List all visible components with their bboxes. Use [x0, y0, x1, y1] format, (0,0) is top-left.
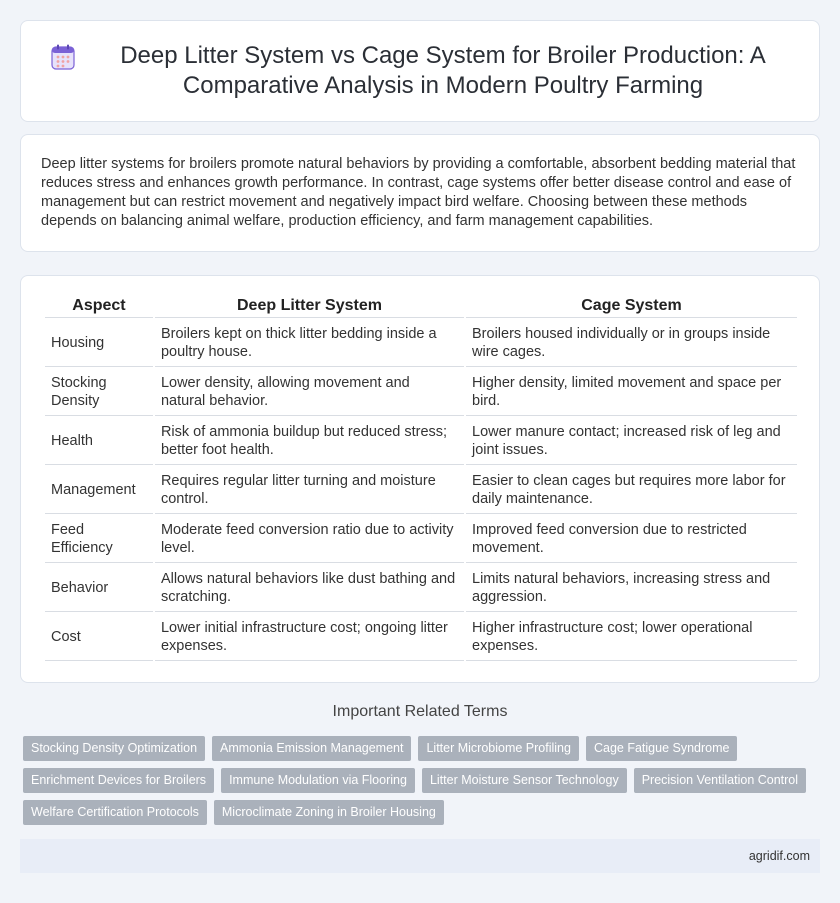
- table-row: [45, 320, 797, 367]
- related-term-tag[interactable]: Stocking Density Optimization: [23, 736, 205, 761]
- cell-deep-litter: Lower initial infrastructure cost; ongoing litter expenses.: [155, 614, 464, 661]
- footer: [20, 839, 820, 873]
- related-term-tag[interactable]: Precision Ventilation Control: [634, 768, 806, 793]
- header-deep-litter: Deep Litter System: [155, 296, 464, 318]
- cell-deep-litter: Risk of ammonia buildup but reduced stress; better foot health.: [155, 418, 464, 465]
- cell-aspect: Cost: [45, 614, 153, 661]
- cell-deep-litter: Moderate feed conversion ratio due to activity level.: [155, 516, 464, 563]
- related-term-tag[interactable]: Litter Microbiome Profiling: [418, 736, 579, 761]
- cell-cage: Higher infrastructure cost; lower operational expenses.: [466, 614, 797, 661]
- related-terms-list: [23, 736, 813, 832]
- table-row: [45, 565, 797, 612]
- related-term-tag[interactable]: Immune Modulation via Flooring: [221, 768, 415, 793]
- table-row: [45, 467, 797, 514]
- cell-cage: Broilers housed individually or in groups inside wire cages.: [466, 320, 797, 367]
- related-term-tag[interactable]: Litter Moisture Sensor Technology: [422, 768, 627, 793]
- cell-deep-litter: Lower density, allowing movement and natural behavior.: [155, 369, 464, 416]
- header-cage: Cage System: [466, 296, 797, 318]
- cell-aspect: Management: [45, 467, 153, 514]
- table-row: [45, 614, 797, 661]
- tag-row: [23, 768, 813, 793]
- calendar-icon: [51, 44, 75, 70]
- table-row: [45, 516, 797, 563]
- cell-cage: Improved feed conversion due to restricted movement.: [466, 516, 797, 563]
- cell-cage: Higher density, limited movement and space per bird.: [466, 369, 797, 416]
- cell-aspect: Health: [45, 418, 153, 465]
- table-row: [45, 369, 797, 416]
- title-card: [20, 20, 820, 122]
- intro-card: [20, 134, 820, 252]
- related-term-tag[interactable]: Microclimate Zoning in Broiler Housing: [214, 800, 444, 825]
- cell-aspect: Stocking Density: [45, 369, 153, 416]
- related-term-tag[interactable]: Welfare Certification Protocols: [23, 800, 207, 825]
- cell-deep-litter: Requires regular litter turning and moisture control.: [155, 467, 464, 514]
- header-aspect: Aspect: [45, 296, 153, 318]
- cell-aspect: Feed Efficiency: [45, 516, 153, 563]
- footer-site-link[interactable]: agridif.com: [748, 849, 810, 863]
- cell-cage: Limits natural behaviors, increasing stress and aggression.: [466, 565, 797, 612]
- related-term-tag[interactable]: Cage Fatigue Syndrome: [586, 736, 738, 761]
- tag-row: [23, 800, 813, 825]
- page-title: Deep Litter System vs Cage System for Broiler Production: A Comparative Analysis in Modern Poultry Farming: [120, 42, 766, 99]
- cell-cage: Easier to clean cages but requires more labor for daily maintenance.: [466, 467, 797, 514]
- related-term-tag[interactable]: Ammonia Emission Management: [212, 736, 411, 761]
- related-term-tag[interactable]: Enrichment Devices for Broilers: [23, 768, 214, 793]
- cell-aspect: Behavior: [45, 565, 153, 612]
- table-row: [45, 418, 797, 465]
- cell-deep-litter: Allows natural behaviors like dust bathing and scratching.: [155, 565, 464, 612]
- comparison-table: [43, 294, 799, 663]
- tag-row: [23, 736, 813, 761]
- related-terms-heading: Important Related Terms: [332, 703, 508, 720]
- intro-paragraph: Deep litter systems for broilers promote natural behaviors by providing a comfortable, absorbent bedding material that reduces stress and enhances growth performance. In contrast, cage systems offer better disease control and ease of management but can restrict movement and negatively impact bird welfare. Choosing between these methods depends on balancing animal welfare, production efficiency, and farm management capabilities.: [41, 156, 796, 229]
- comparison-card: [20, 275, 820, 683]
- table-header-row: [45, 296, 797, 318]
- cell-cage: Lower manure contact; increased risk of leg and joint issues.: [466, 418, 797, 465]
- cell-aspect: Housing: [45, 320, 153, 367]
- cell-deep-litter: Broilers kept on thick litter bedding inside a poultry house.: [155, 320, 464, 367]
